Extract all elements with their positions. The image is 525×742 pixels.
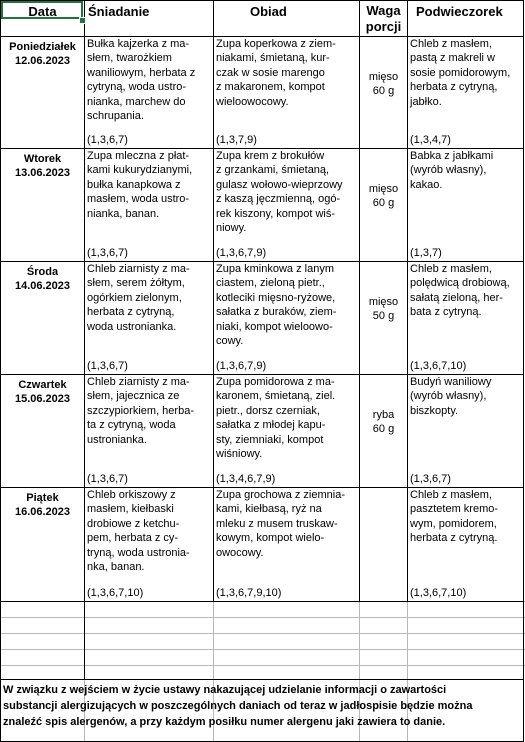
portion-value: 60 g xyxy=(372,85,395,97)
day-name: Piątek xyxy=(26,492,59,504)
snack-text: Chleb z masłem, pasztetem kremo- wym, pomidorem, herbata z cytryną. xyxy=(410,489,499,545)
lunch-text: Zupa pomidorowa z ma- karonem, śmietaną, ziel. pietr., dorsz czerniak, sałatka z młodej kapu- sty, ziemniaki, kompot wiśniowy. xyxy=(216,376,336,461)
allergen-note-line-3: znaleźć spis alergenów, a przy każdym posiłku numer alergenu jaki zawiera to danie. xyxy=(3,716,446,728)
lunch-allergen-codes: (1,3,6,7,9) xyxy=(216,360,267,372)
day-date: 12.06.2023 xyxy=(14,55,71,67)
breakfast-allergen-codes: (1,3,6,7) xyxy=(87,134,128,146)
breakfast-allergen-codes: (1,3,6,7) xyxy=(87,473,128,485)
lunch-allergen-codes: (1,3,4,6,7,9) xyxy=(216,473,276,485)
snack-allergen-codes: (1,3,7) xyxy=(410,247,442,259)
header-snack[interactable] xyxy=(408,1,523,36)
snack-allergen-codes: (1,3,6,7) xyxy=(410,473,451,485)
breakfast-allergen-codes: (1,3,6,7) xyxy=(87,247,128,259)
active-cell-selection xyxy=(1,1,83,19)
day-cell[interactable] xyxy=(1,149,84,261)
breakfast-allergen-codes: (1,3,6,7,10) xyxy=(87,587,144,599)
day-name: Wtorek xyxy=(23,153,62,165)
day-date: 16.06.2023 xyxy=(14,506,71,518)
header-portion-label: Waga porcji xyxy=(365,3,402,34)
day-name: Poniedziałek xyxy=(9,41,76,53)
snack-cell[interactable] xyxy=(408,37,523,148)
day-cell[interactable] xyxy=(1,375,84,487)
lunch-allergen-codes: (1,3,7,9) xyxy=(216,134,257,146)
snack-allergen-codes: (1,3,4,7) xyxy=(410,134,451,146)
header-lunch[interactable] xyxy=(214,1,359,36)
header-snack-label: Podwieczorek xyxy=(416,4,503,19)
allergen-note-line-2: substancji alergizujących w poszczególnych daniach od teraz w jadłospisie będzie można xyxy=(3,700,473,712)
snack-text: Chleb z masłem, pastą z makreli w sosie pomidorowym, herbata z cytryną, jabłko. xyxy=(410,38,511,108)
portion-label: ryba xyxy=(372,409,395,421)
portion-cell[interactable] xyxy=(360,149,407,261)
lunch-cell[interactable] xyxy=(214,149,359,261)
day-cell[interactable] xyxy=(1,37,84,148)
day-cell[interactable] xyxy=(1,488,84,601)
portion-value: 50 g xyxy=(372,310,395,322)
snack-cell[interactable] xyxy=(408,488,523,601)
portion-cell[interactable] xyxy=(360,37,407,148)
header-date-label: Data xyxy=(28,4,57,19)
snack-text: Chleb z masłem, polędwicą drobiową, sałatą zieloną, her- bata z cytryną. xyxy=(410,263,510,319)
breakfast-cell[interactable] xyxy=(85,37,213,148)
breakfast-text: Bułka kajzerka z ma- słem, twarożkiem waniliowym, herbata z cytryną, woda ustro- nianka, marchew do schrupania. xyxy=(87,38,196,123)
portion-cell[interactable] xyxy=(360,488,407,601)
portion-value: 60 g xyxy=(372,197,395,209)
portion-value: 60 g xyxy=(372,423,395,435)
lunch-cell[interactable] xyxy=(214,488,359,601)
lunch-allergen-codes: (1,3,6,7,9) xyxy=(216,247,267,259)
breakfast-cell[interactable] xyxy=(85,149,213,261)
portion-cell[interactable] xyxy=(360,262,407,374)
portion-label: mięso xyxy=(368,71,399,83)
allergen-note-line-1: W związku z wejściem w życie ustawy nakazującej udzielanie informacji o zawartości xyxy=(3,684,447,696)
breakfast-cell[interactable] xyxy=(85,375,213,487)
lunch-cell[interactable] xyxy=(214,262,359,374)
lunch-cell[interactable] xyxy=(214,375,359,487)
portion-cell[interactable] xyxy=(360,375,407,487)
breakfast-text: Zupa mleczna z płat- kami kukurydzianymi, bułka kanapkowa z masłem, woda ustro- nianka, banan. xyxy=(87,150,193,220)
snack-allergen-codes: (1,3,6,7,10) xyxy=(410,587,467,599)
day-cell[interactable] xyxy=(1,262,84,374)
snack-text: Budyń waniliowy (wyrób własny), biszkopty. xyxy=(410,376,492,417)
lunch-allergen-codes: (1,3,6,7,9,10) xyxy=(216,587,282,599)
header-portion[interactable] xyxy=(360,1,407,36)
header-lunch-label: Obiad xyxy=(250,4,287,19)
snack-cell[interactable] xyxy=(408,375,523,487)
day-date: 13.06.2023 xyxy=(14,167,71,179)
header-breakfast[interactable] xyxy=(85,1,213,36)
breakfast-text: Chleb orkiszowy z masłem, kiełbaski drobiowe z ketchu- pem, herbata z cy- tryną, woda ustronia- nka, banan. xyxy=(87,489,190,574)
snack-cell[interactable] xyxy=(408,262,523,374)
lunch-text: Zupa grochowa z ziemnia- kami, kiełbasą, ryż na mleku z musem truskaw- kowym, kompot wielo- owocowy. xyxy=(216,489,346,559)
breakfast-text: Chleb ziarnisty z ma- słem, serem żółtym, ogórkiem zielonym, herbata z cytryną, woda ustronianka. xyxy=(87,263,190,333)
portion-label: mięso xyxy=(368,183,399,195)
lunch-text: Zupa kminkowa z lanym ciastem, zieloną pietr., kotleciki mięsno-ryżowe, sałatka z buraków, ziem- niaki, kompot wieloowo- cowy. xyxy=(216,263,337,348)
snack-allergen-codes: (1,3,6,7,10) xyxy=(410,360,467,372)
snack-cell[interactable] xyxy=(408,149,523,261)
lunch-cell[interactable] xyxy=(214,37,359,148)
day-date: 15.06.2023 xyxy=(14,393,71,405)
breakfast-text: Chleb ziarnisty z ma- słem, jajecznica ze szczypiorkiem, herba- ta z cytryną, woda ustronianka. xyxy=(87,376,194,446)
fill-handle[interactable] xyxy=(79,17,86,24)
portion-label: mięso xyxy=(368,296,399,308)
lunch-text: Zupa koperkowa z ziem- niakami, śmietaną, kur- czak w sosie marengo z makaronem, kompot wieloowocowy. xyxy=(216,38,336,108)
day-date: 14.06.2023 xyxy=(14,280,71,292)
lunch-text: Zupa krem z brokułów z grzankami, śmietaną, gulasz wołowo-wieprzowy z kaszą jęczmienną, ogó- rek kiszony, kompot wiś- niowy. xyxy=(216,150,343,235)
allergen-note[interactable] xyxy=(3,682,522,740)
snack-text: Babka z jabłkami (wyrób własny), kakao. xyxy=(410,150,494,191)
day-name: Czwartek xyxy=(18,379,67,391)
day-name: Środa xyxy=(26,266,59,278)
breakfast-cell[interactable] xyxy=(85,488,213,601)
header-breakfast-label: Śniadanie xyxy=(88,4,150,19)
breakfast-cell[interactable] xyxy=(85,262,213,374)
breakfast-allergen-codes: (1,3,6,7) xyxy=(87,360,128,372)
